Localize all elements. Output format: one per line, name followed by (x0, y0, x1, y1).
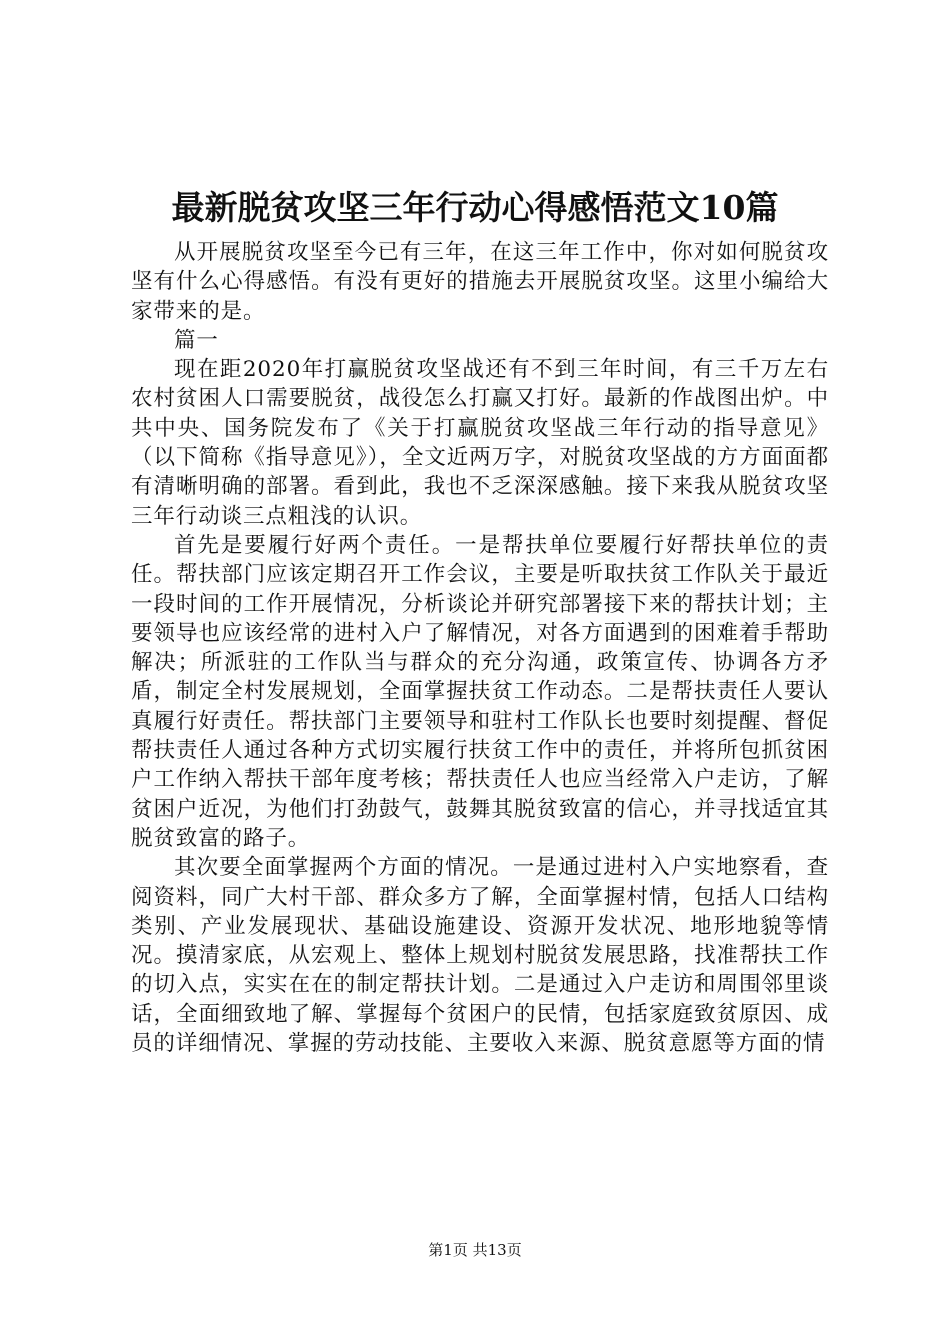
paragraph-background: 现在距2020年打赢脱贫攻坚战还有不到三年时间，有三千万左右农村贫困人口需要脱贫，战役怎么打赢又打好。最新的作战图出炉。中共中央、国务院发布了《关于打赢脱贫攻坚战三年行动的指导意见》（以下简称《指导意见》），全文近两万字，对脱贫攻坚战的方方面面都有清晰明确的部署。看到此，我也不乏深深感触。接下来我从脱贫攻坚三年行动谈三点粗浅的认识。 (131, 357, 829, 529)
paragraph-section-heading: 篇一 (174, 327, 219, 353)
page-number-footer: 第1页 共13页 (428, 1241, 522, 1259)
paragraph-first-point: 首先是要履行好两个责任。一是帮扶单位要履行好帮扶单位的责任。帮扶部门应该定期召开工作会议，主要是听取扶贫工作队关于最近一段时间的工作开展情况，分析谈论并研究部署接下来的帮扶计划；主要领导也应该经常的进村入户了解情况，对各方面遇到的困难着手帮助解决；所派驻的工作队当与群众的充分沟通，政策宣传、协调各方矛盾，制定全村发展规划，全面掌握扶贫工作动态。二是帮扶责任人要认真履行好责任。帮扶部门主要领导和驻村工作队长也要时刻提醒、督促帮扶责任人通过各种方式切实履行扶贫工作中的责任，并将所包抓贫困户工作纳入帮扶干部年度考核；帮扶责任人也应当经常入户走访，了解贫困户近况，为他们打劲鼓气，鼓舞其脱贫致富的信心，并寻找适宜其脱贫致富的路子。 (131, 532, 829, 851)
document-title: 最新脱贫攻坚三年行动心得感悟范文10篇 (171, 188, 779, 227)
paragraph-intro: 从开展脱贫攻坚至今已有三年，在这三年工作中，你对如何脱贫攻坚有什么心得感悟。有没有更好的措施去开展脱贫攻坚。这里小编给大家带来的是。 (131, 240, 829, 324)
paragraph-second-point: 其次要全面掌握两个方面的情况。一是通过进村入户实地察看，查阅资料，同广大村干部、群众多方了解，全面掌握村情，包括人口结构类别、产业发展现状、基础设施建设、资源开发状况、地形地貌等情况。摸清家底，从宏观上、整体上规划村脱贫发展思路，找准帮扶工作的切入点，实实在在的制定帮扶计划。二是通过入户走访和周围邻里谈话，全面细致地了解、掌握每个贫困户的民情，包括家庭致贫原因、成员的详细情况、掌握的劳动技能、主要收入来源、脱贫意愿等方面的情 (131, 855, 829, 1057)
document-body (131, 238, 829, 1058)
